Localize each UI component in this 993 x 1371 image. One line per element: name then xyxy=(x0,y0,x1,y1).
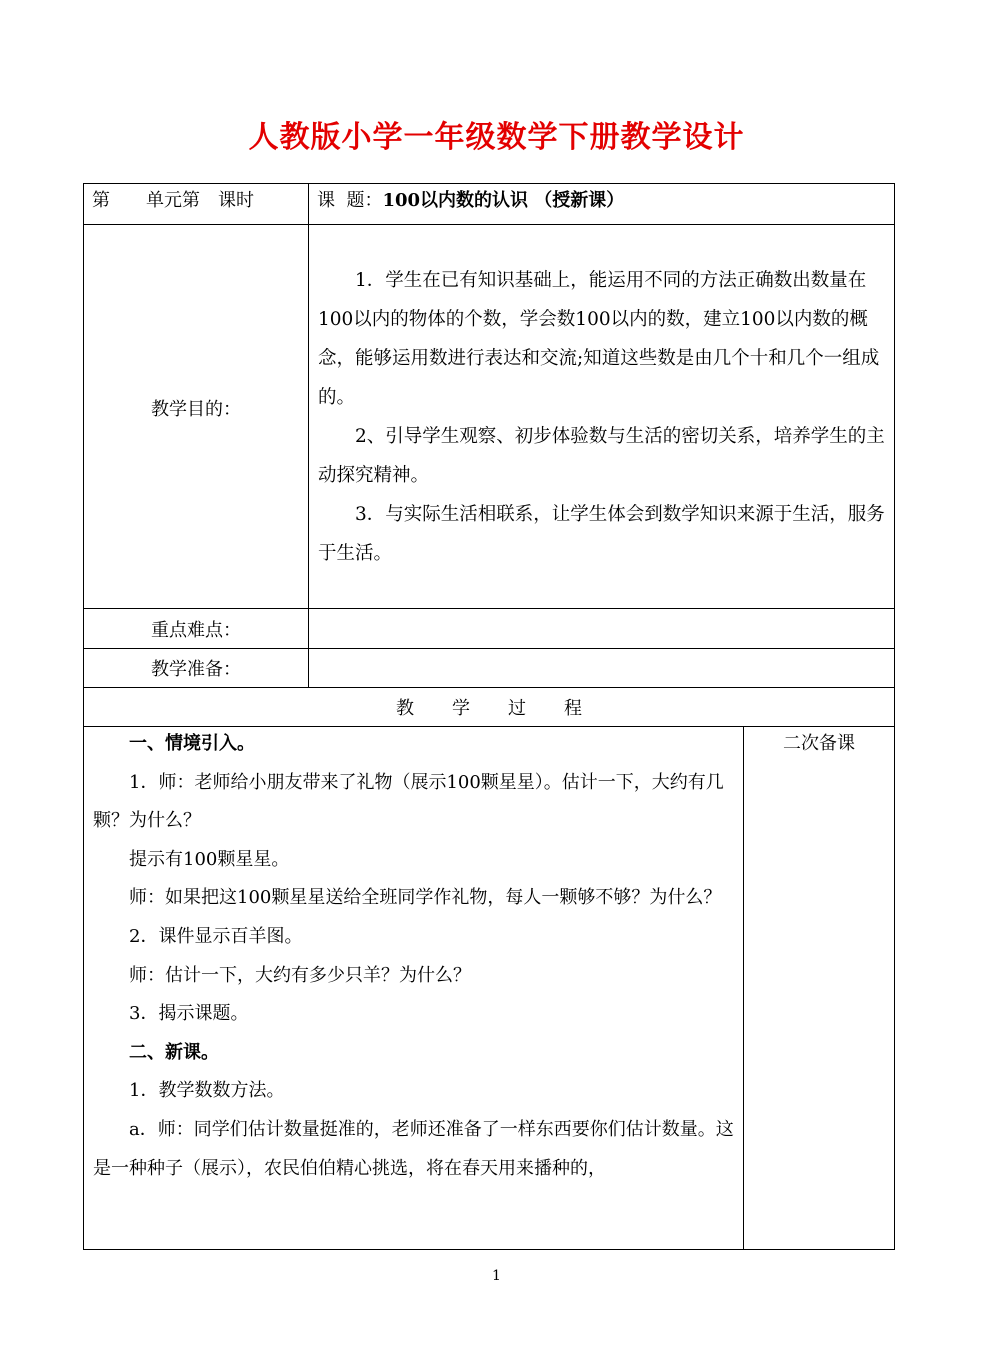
lesson-plan-table xyxy=(83,183,895,1250)
topic-label: 课 题： xyxy=(317,190,383,211)
key-points-value xyxy=(309,609,894,617)
process-heading: 一、情境引入。 xyxy=(129,733,255,754)
preparation-value xyxy=(309,649,894,657)
preparation-label: 教学准备： xyxy=(151,659,241,680)
page-number: 1 xyxy=(492,1268,501,1284)
second-prep-label: 二次备课 xyxy=(783,733,855,754)
objective-paragraph: 2、引导学生观察、初步体验数与生活的密切关系，培养学生的主动探究精神。 xyxy=(318,426,885,486)
topic-cell xyxy=(309,184,895,225)
topic-value: 100以内数的认识 （授新课） xyxy=(382,190,625,211)
process-row xyxy=(84,727,895,1250)
key-points-row xyxy=(84,609,895,649)
key-points-label: 重点难点： xyxy=(151,619,241,641)
objectives-label: 教学目的： xyxy=(151,398,241,420)
key-points-value-cell xyxy=(309,609,895,649)
process-paragraph: 3．揭示课题。 xyxy=(129,1003,249,1025)
unit-lesson-text: 第 单元第 课时 xyxy=(92,190,254,211)
objective-paragraph: 1．学生在已有知识基础上，能运用不同的方法正确数出数量在100以内的物体的个数，学会数100以内的数，建立100以内数的概念，能够运用数进行表达和交流;知道这些数是由几个十和几个一组成的。 xyxy=(318,270,880,408)
preparation-value-cell xyxy=(309,649,895,688)
process-paragraph: 1．教学数数方法。 xyxy=(129,1080,285,1102)
process-paragraph: a．师：同学们估计数量挺准的，老师还准备了一样东西要你们估计数量。这是一种种子（展示），农民伯伯精心挑选，将在春天用来播种的， xyxy=(93,1118,734,1179)
process-paragraph: 2．课件显示百羊图。 xyxy=(129,925,303,947)
objective-paragraph: 3．与实际生活相联系，让学生体会到数学知识来源于生活，服务于生活。 xyxy=(318,504,885,564)
process-heading: 二、新课。 xyxy=(129,1041,219,1063)
process-paragraph: 提示有100颗星星。 xyxy=(129,848,290,870)
process-header-cell xyxy=(84,688,895,727)
preparation-row xyxy=(84,649,895,688)
process-content-cell xyxy=(84,727,744,1250)
header-row xyxy=(84,184,895,225)
process-paragraph: 1．师：老师给小朋友带来了礼物（展示100颗星星）。估计一下，大约有几颗？为什么？ xyxy=(93,771,724,832)
objectives-content-cell xyxy=(309,225,895,609)
process-header-row xyxy=(84,688,895,727)
key-points-label-cell xyxy=(84,609,309,649)
preparation-label-cell xyxy=(84,649,309,688)
process-header: 教学过程 xyxy=(396,698,620,719)
process-paragraph: 师：如果把这100颗星星送给全班同学作礼物，每人一颗够不够？为什么？ xyxy=(129,887,722,909)
objectives-row xyxy=(84,225,895,609)
second-prep-cell xyxy=(744,727,895,1250)
document-title: 人教版小学一年级数学下册教学设计 xyxy=(248,120,745,155)
process-paragraph: 师：估计一下，大约有多少只羊？为什么？ xyxy=(129,964,471,986)
objectives-label-cell xyxy=(84,225,309,609)
unit-lesson-cell xyxy=(84,184,309,225)
